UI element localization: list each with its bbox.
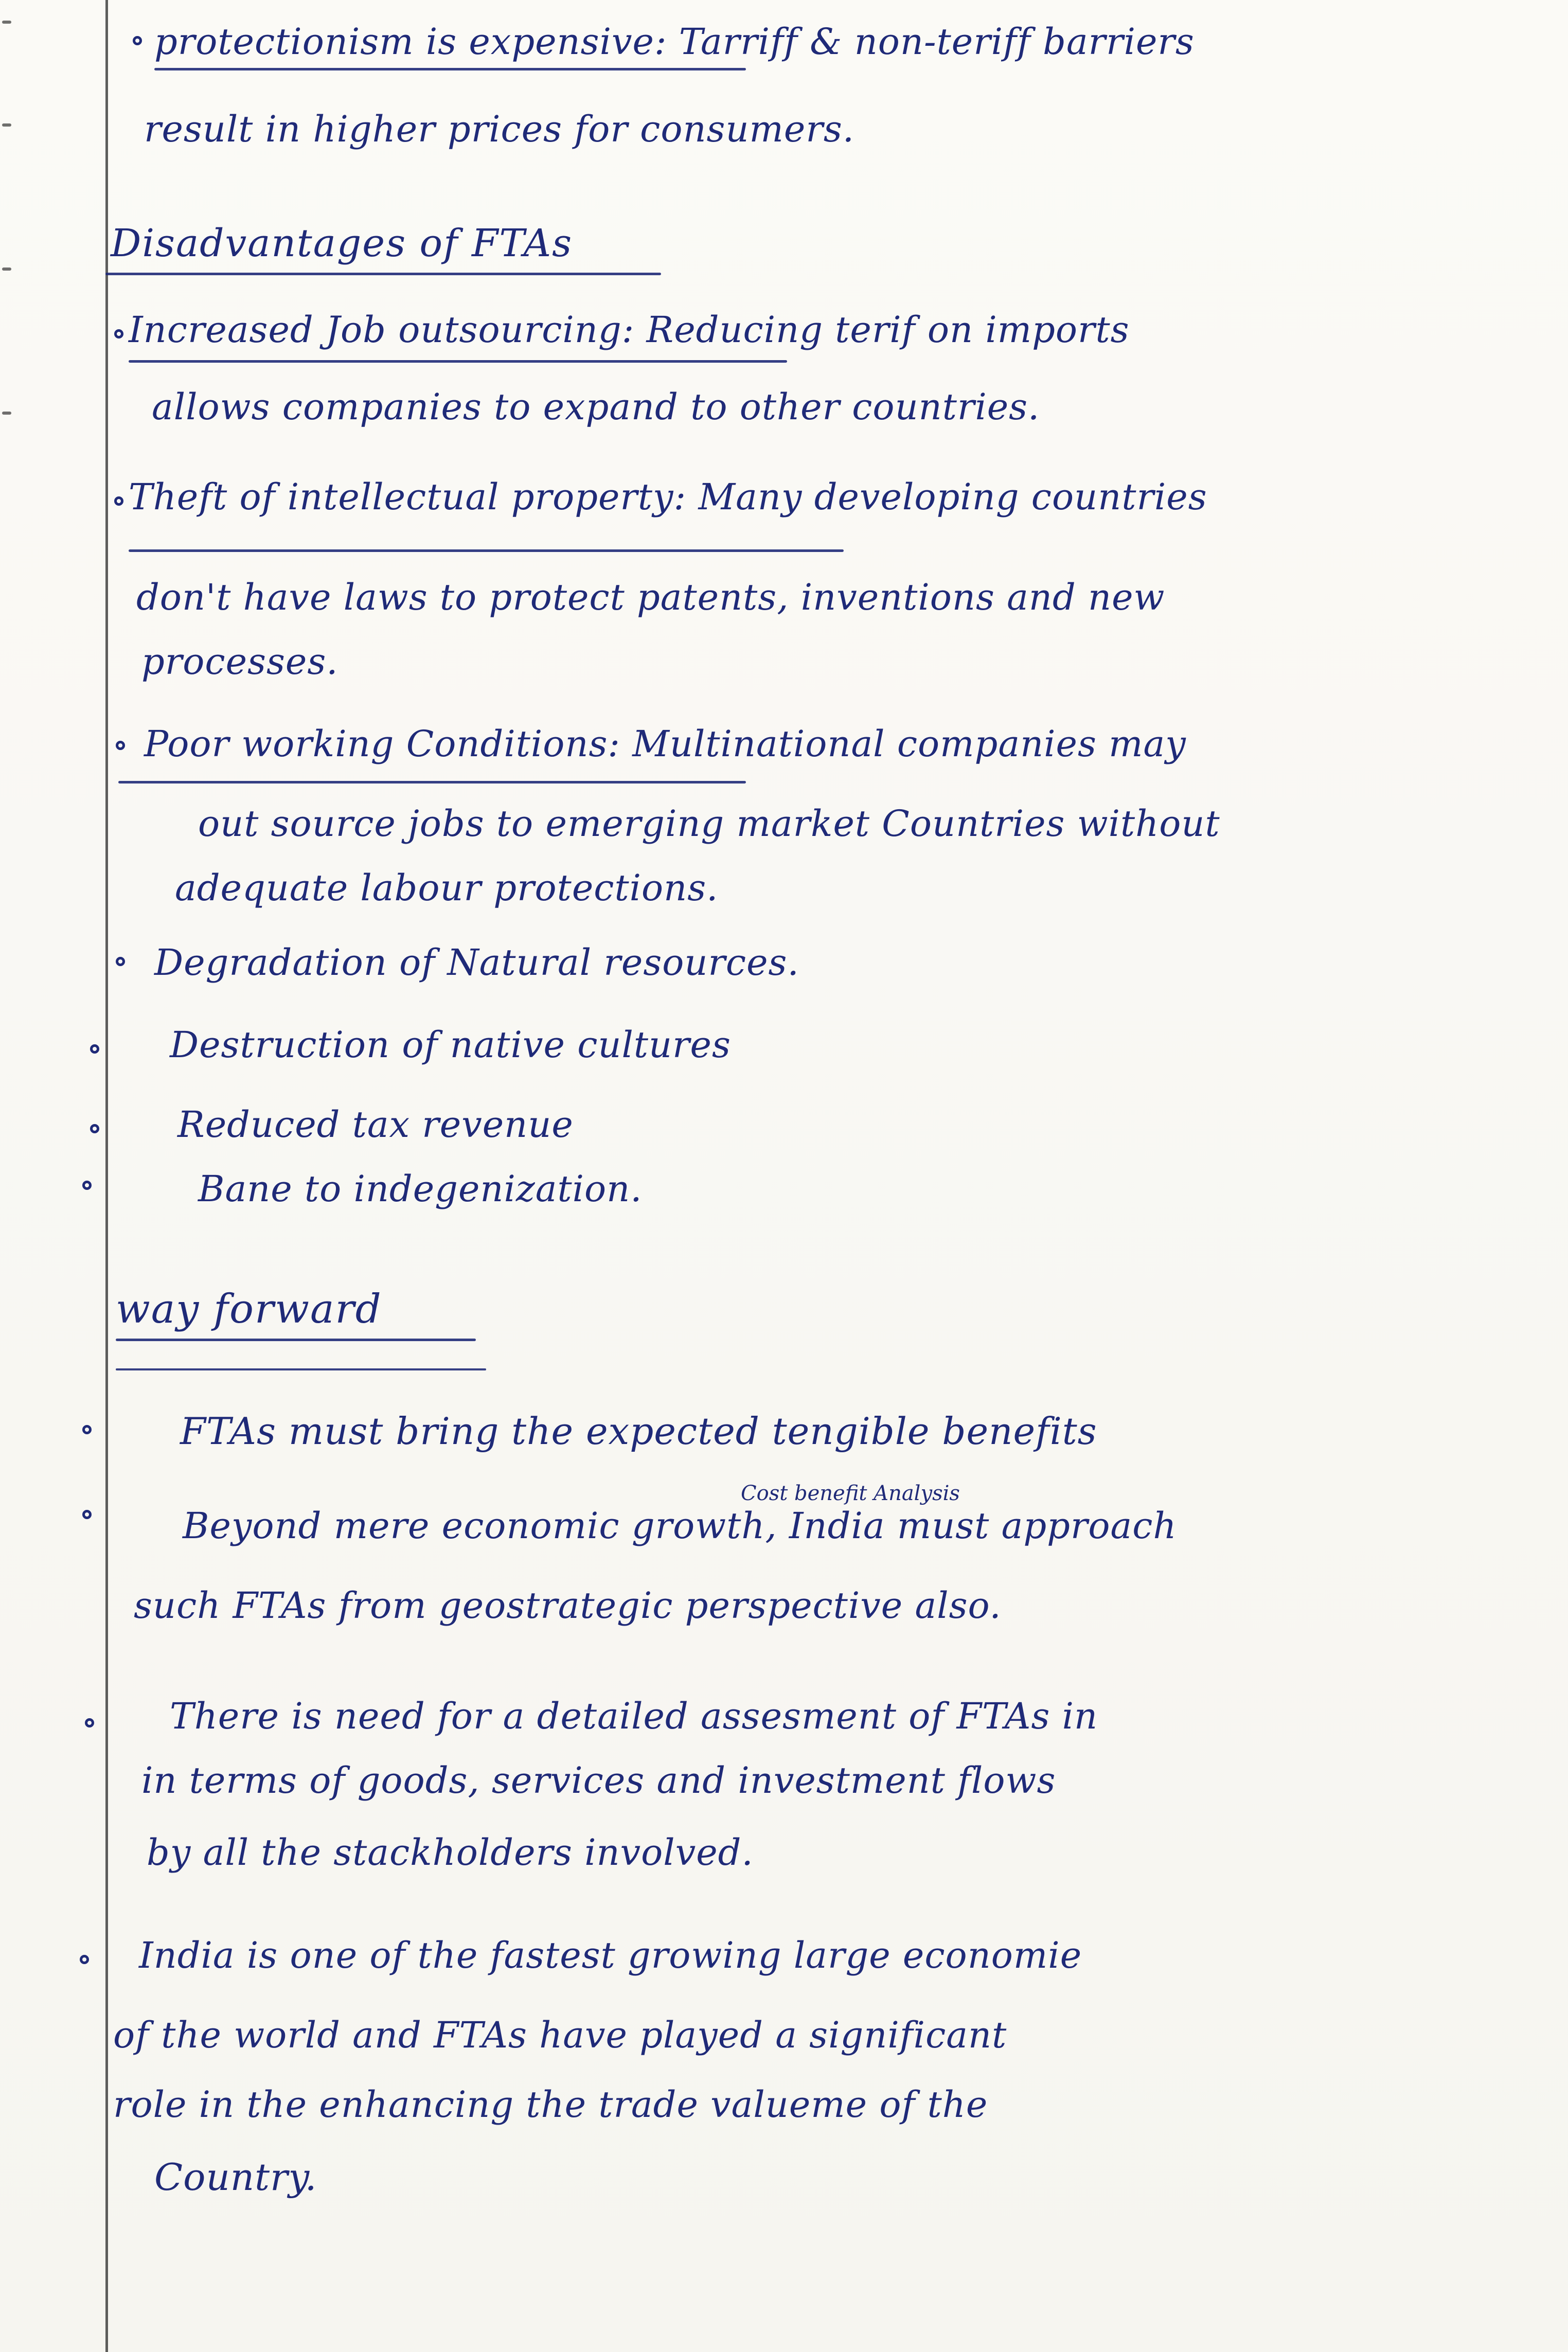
bullet-icon — [82, 1510, 92, 1519]
bullet-icon — [82, 1425, 92, 1434]
bullet-icon — [114, 496, 123, 506]
disadv-item-1-term: Increased Job outsourcing — [129, 309, 622, 351]
bullet-icon — [133, 36, 142, 45]
binding-mark — [2, 123, 11, 127]
margin-line — [105, 0, 108, 2352]
wf-item-4-line-1: India is one of the fastest growing large economie — [139, 1934, 1082, 1976]
disadv-item-3-text: : Multinational companies may — [608, 723, 1186, 765]
wf-item-4-line-3: role in the enhancing the trade valueme of the — [113, 2083, 988, 2126]
heading-underline — [105, 273, 661, 275]
disadv-item-2-text: : Many developing countries — [673, 476, 1207, 518]
wf-item-4-line-2: of the world and FTAs have played a significant — [113, 2014, 1007, 2056]
disadv-item-5: Destruction of native cultures — [170, 1024, 731, 1066]
binding-mark — [2, 412, 11, 415]
disadv-item-2-line-3: processes. — [141, 640, 338, 683]
disadv-item-2-term: Theft of intellectual property — [129, 476, 674, 518]
bullet-icon — [116, 957, 125, 966]
wf-item-2-line-1: Beyond mere economic growth, India must approach — [183, 1505, 1177, 1547]
intro-line-2: result in higher prices for consumers. — [144, 108, 854, 150]
underline — [129, 549, 844, 552]
disadv-item-2-line-1 — [129, 476, 1207, 518]
disadv-item-3-line-3: adequate labour protections. — [175, 867, 719, 909]
bullet-icon — [85, 1718, 94, 1727]
disadv-item-6: Reduced tax revenue — [177, 1103, 574, 1146]
wf-item-3-line-2: in terms of goods, services and investment flows — [141, 1759, 1056, 1802]
wf-item-3-line-1: There is need for a detailed assesment of FTAs in — [170, 1695, 1098, 1737]
bullet-icon — [90, 1124, 99, 1133]
disadvantages-heading: Disadvantages of FTAs — [111, 221, 573, 265]
bullet-icon — [114, 329, 123, 338]
underline — [118, 781, 746, 783]
disadv-item-3-term: Poor working Conditions — [144, 723, 608, 765]
bullet-icon — [116, 741, 125, 750]
disadv-item-1-line-1 — [129, 309, 1130, 351]
underline — [154, 68, 746, 70]
heading-underline — [116, 1368, 486, 1370]
bullet-icon — [82, 1181, 92, 1190]
intro-term: protectionism is expensive — [154, 21, 654, 63]
disadv-item-7: Bane to indegenization. — [198, 1168, 643, 1210]
disadv-item-2-line-2: don't have laws to protect patents, inventions and new — [136, 576, 1165, 618]
underline — [129, 360, 787, 363]
binding-mark — [2, 21, 11, 24]
disadv-item-1-text: : Reducing terif on imports — [621, 309, 1130, 351]
disadv-item-3-line-2: out source jobs to emerging market Countries without — [198, 803, 1220, 845]
way-forward-heading: way forward — [116, 1286, 382, 1332]
disadv-item-4: Degradation of Natural resources. — [154, 941, 799, 984]
binding-mark — [2, 268, 11, 271]
wf-item-2-annotation: Cost benefit Analysis — [741, 1482, 960, 1505]
bullet-icon — [90, 1044, 99, 1054]
wf-item-1: FTAs must bring the expected tengible benefits — [180, 1410, 1097, 1453]
heading-underline — [116, 1339, 476, 1341]
disadv-item-3-line-1 — [144, 723, 1186, 765]
bullet-icon — [80, 1955, 89, 1964]
disadv-item-1-line-2: allows companies to expand to other countries. — [152, 386, 1040, 428]
intro-line-1 — [154, 21, 1195, 63]
wf-item-2-line-2: such FTAs from geostrategic perspective also. — [134, 1584, 1002, 1627]
intro-text: : Tarriff & non-teriff barriers — [654, 21, 1195, 63]
wf-item-4-line-4: Country. — [154, 2155, 317, 2199]
wf-item-3-line-3: by all the stackholders involved. — [147, 1831, 754, 1874]
notebook-binding — [0, 0, 21, 2352]
